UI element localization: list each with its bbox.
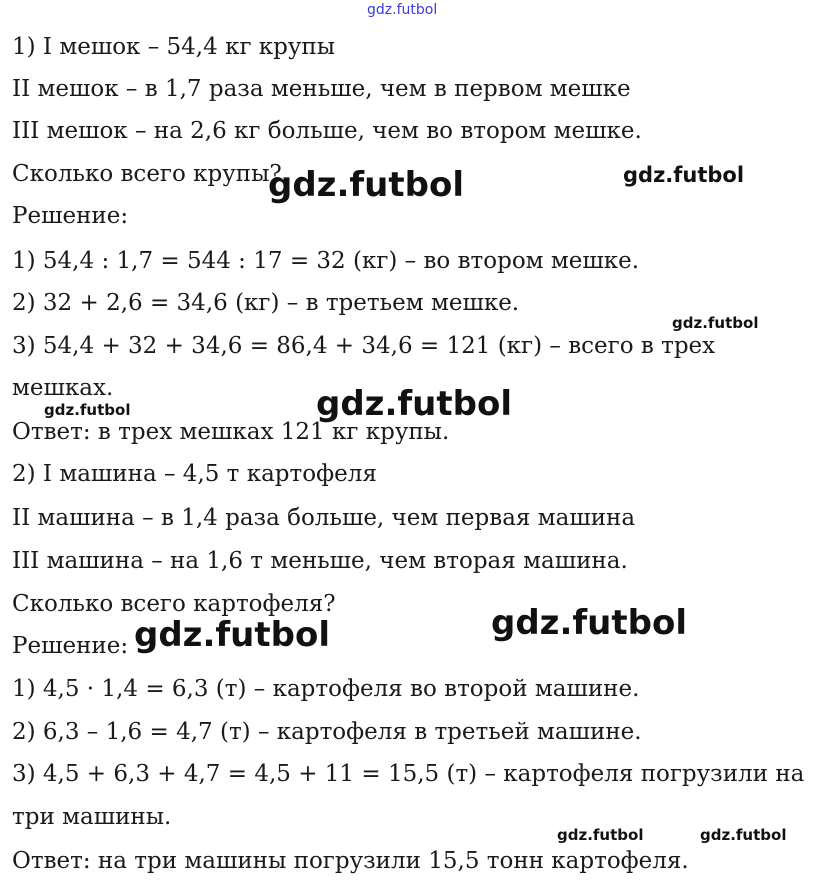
watermark-large-4: gdz.futbol [491, 603, 687, 643]
watermark-small-3: gdz.futbol [557, 826, 644, 844]
watermark-small-4: gdz.futbol [700, 826, 787, 844]
problem1-solution-label: Решение: [12, 203, 129, 229]
watermark-large-3: gdz.futbol [134, 615, 330, 655]
problem1-step-2: 2) 32 + 2,6 = 34,6 (кг) – в третьем мешке. [12, 290, 520, 316]
problem2-solution-label: Решение: [12, 633, 129, 659]
problem1-answer: Ответ: в трех мешках 121 кг крупы. [12, 419, 450, 445]
problem2-step-3: 3) 4,5 + 6,3 + 4,7 = 4,5 + 11 = 15,5 (т) – картофеля погрузили на [12, 761, 805, 787]
problem1-line-1: 1) I мешок – 54,4 кг крупы [12, 34, 336, 60]
problem2-step-2: 2) 6,3 – 1,6 = 4,7 (т) – картофеля в третьей машине. [12, 719, 642, 745]
problem2-step-3-cont: три машины. [12, 804, 172, 830]
watermark-top: gdz.futbol [367, 2, 438, 18]
problem2-step-1: 1) 4,5 · 1,4 = 6,3 (т) – картофеля во второй машине. [12, 676, 640, 702]
problem1-step-3: 3) 54,4 + 32 + 34,6 = 86,4 + 34,6 = 121 (кг) – всего в трех [12, 333, 716, 359]
watermark-large-2: gdz.futbol [316, 384, 512, 424]
problem1-step-3-cont: мешках. [12, 375, 114, 401]
problem2-question: Сколько всего картофеля? [12, 591, 336, 617]
problem1-line-2: II мешок – в 1,7 раза меньше, чем в первом мешке [12, 76, 631, 102]
problem2-line-3: III машина – на 1,6 т меньше, чем вторая машина. [12, 548, 628, 574]
problem2-answer: Ответ: на три машины погрузили 15,5 тонн картофеля. [12, 848, 689, 874]
problem1-line-3: III мешок – на 2,6 кг больше, чем во втором мешке. [12, 118, 642, 144]
watermark-medium-1: gdz.futbol [623, 163, 745, 187]
problem1-step-1: 1) 54,4 : 1,7 = 544 : 17 = 32 (кг) – во втором мешке. [12, 248, 640, 274]
problem2-line-1: 2) I машина – 4,5 т картофеля [12, 461, 377, 487]
watermark-small-2: gdz.futbol [44, 401, 131, 419]
problem1-question: Сколько всего крупы? [12, 161, 282, 187]
watermark-large-1: gdz.futbol [268, 165, 464, 205]
problem2-line-2: II машина – в 1,4 раза больше, чем первая машина [12, 505, 636, 531]
watermark-small-1: gdz.futbol [672, 314, 759, 332]
